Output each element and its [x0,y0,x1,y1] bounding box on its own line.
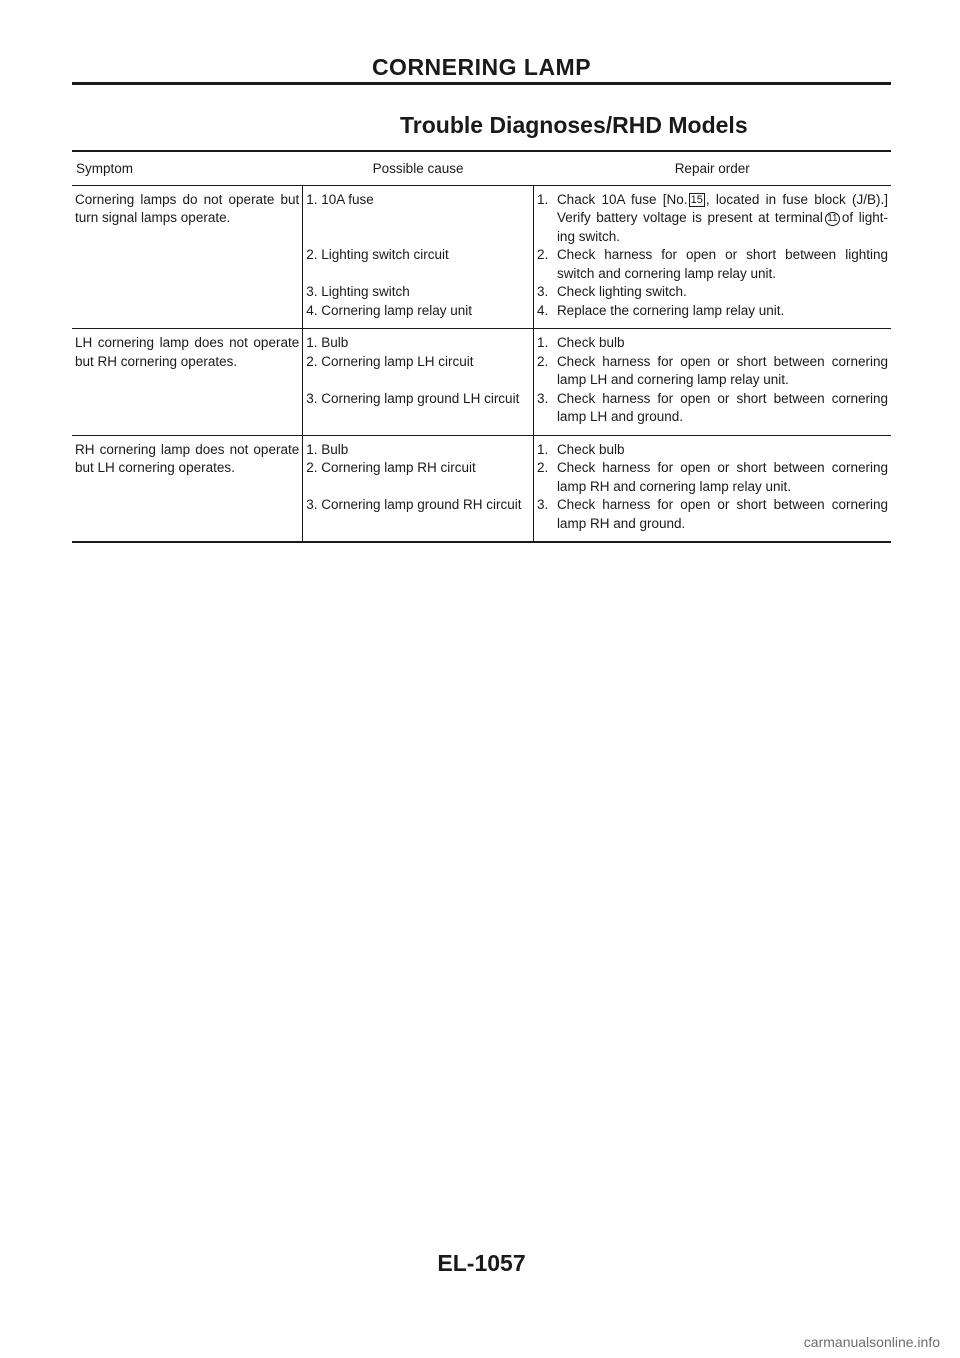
cause-item: 3. Lighting switch [306,284,410,299]
repair-cell [533,435,891,542]
diagnosis-table-container [72,150,891,543]
column-header-symptom: Symptom [76,161,134,176]
repair-item: 2. Check harness for open or short between cornering lamp RH and cornering lamp relay unit. [536,460,888,494]
header-rule [72,82,891,85]
repair-item: 1. Check bulb [536,335,625,350]
repair-item: 3. Check harness for open or short between cornering lamp LH and ground. [536,390,888,424]
repair-item [537,191,888,247]
column-header-repair: Repair order [674,161,750,176]
cause-item: 1. 10A fuse [306,191,374,207]
table-row [72,329,891,436]
cause-item: 4. Cornering lamp relay unit [306,302,473,318]
page-title: Trouble Diagnoses/RHD Models [400,112,748,138]
repair-cell [533,185,891,329]
cause-item: 1. Bulb [306,441,349,457]
cause-cell [303,329,534,436]
cause-item: 2. Cornering lamp RH circuit [306,460,476,475]
page-number: EL-1057 [437,1250,526,1276]
cause-item: 3. Cornering lamp ground LH circuit [306,390,520,406]
repair-text: Chack 10A fuse [No. 15 , located in fuse block (J/B).] Verify battery voltage is present at terminal 11 of light-ing switch. [556,191,889,244]
repair-item: 1. Check bulb [536,441,625,457]
watermark-link[interactable]: carmanualsonline.info [803,1334,940,1350]
column-header-cause: Possible cause [372,161,464,176]
repair-item: 3. Check harness for open or short between cornering lamp RH and ground. [536,497,888,531]
cause-item: 1. Bulb [306,335,349,350]
repair-item: 2. Check harness for open or short between cornering lamp LH and cornering lamp relay unit. [536,353,888,387]
cause-cell [303,185,534,329]
cause-cell [303,435,534,542]
table-header-row [72,151,891,185]
terminal-number-circle: 11 [825,212,840,226]
cause-item: 3. Cornering lamp ground RH circuit [306,497,522,512]
repair-item: 3. Check lighting switch. [536,284,687,299]
repair-cell [533,329,891,436]
fuse-number-box: 15 [690,193,703,206]
repair-item: 4. Replace the cornering lamp relay unit. [536,302,785,318]
section-header: CORNERING LAMP [371,54,592,80]
table-row [72,435,891,542]
repair-item: 2. Check harness for open or short between lighting switch and cornering lamp relay unit. [536,247,888,281]
cause-item: 2. Lighting switch circuit [306,247,449,262]
diagnosis-table [72,150,891,543]
repair-number: 1. [536,191,549,207]
cause-item: 2. Cornering lamp LH circuit [306,353,474,369]
table-row [72,185,891,329]
symptom-cell: Cornering lamps do not operate but turn signal lamps operate. [72,185,303,329]
symptom-cell: RH cornering lamp does not operate but LH cornering operates. [72,435,303,542]
symptom-cell: LH cornering lamp does not operate but RH cornering operates. [72,329,303,436]
